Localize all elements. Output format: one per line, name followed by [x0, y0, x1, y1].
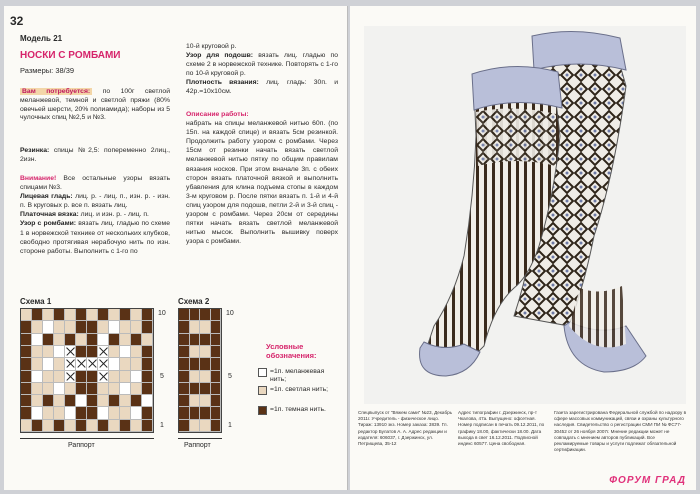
chart-cell	[54, 371, 65, 383]
gauge-text: лиц. гладь: 30п. и 42р.=10х10см.	[186, 79, 339, 96]
chart-cell	[76, 321, 87, 333]
chart-cell	[98, 420, 109, 432]
chart-cell	[211, 407, 222, 419]
chart-cell	[142, 358, 153, 370]
page-number: 32	[10, 14, 24, 28]
chart-cell	[200, 358, 211, 370]
chart-cell	[43, 309, 54, 321]
chart-cell	[179, 334, 190, 346]
chart-cell	[76, 383, 87, 395]
chart-cell	[142, 395, 153, 407]
chart-cell	[87, 407, 98, 419]
rib-label: Резинка:	[20, 147, 50, 154]
legend-text-melange: =1п. меланжевая нить;	[270, 368, 325, 384]
chart-cell	[76, 407, 87, 419]
chart-cell	[120, 309, 131, 321]
chart-cell	[21, 395, 32, 407]
chart-cell	[190, 346, 201, 358]
chart-cell	[65, 383, 76, 395]
chart-cell	[179, 309, 190, 321]
chart-cell	[179, 420, 190, 432]
chart-cell	[65, 407, 76, 419]
chart-cell	[131, 309, 142, 321]
chart-cell	[21, 420, 32, 432]
chart-cell	[120, 358, 131, 370]
chart-cell	[65, 371, 76, 383]
chart-cell	[120, 371, 131, 383]
chart-cell	[211, 346, 222, 358]
chart-cell	[211, 309, 222, 321]
chart-cell	[190, 334, 201, 346]
chart-cell	[54, 407, 65, 419]
chart-cell	[142, 321, 153, 333]
chart-cell	[21, 371, 32, 383]
chart-cell	[211, 420, 222, 432]
chart-cell	[200, 346, 211, 358]
scheme1-grid	[20, 308, 154, 433]
chart-cell	[109, 407, 120, 419]
chart-cell	[98, 407, 109, 419]
chart-cell	[76, 395, 87, 407]
chart-cell	[211, 358, 222, 370]
chart-cell	[32, 420, 43, 432]
socks-illustration	[364, 26, 686, 404]
chart-cell	[190, 395, 201, 407]
diamond-text: вязать лиц. гладью по схеме 1 в норвежской технике от нескольких клубков, свободно протягивая нерабочую нить по изн. стороне работы. Выполнить с 1-го по	[20, 220, 171, 255]
chart-cell	[43, 371, 54, 383]
chart-cell	[211, 395, 222, 407]
chart-cell	[120, 334, 131, 346]
chart-cell	[211, 383, 222, 395]
chart-cell	[131, 407, 142, 419]
sole-label: Узор для подошв:	[186, 52, 254, 60]
chart-cell	[131, 395, 142, 407]
chart-cell	[109, 321, 120, 333]
chart-cell	[211, 334, 222, 346]
chart-cell	[200, 371, 211, 383]
diamond-label: Узор с ромбами:	[20, 220, 77, 228]
chart-cell	[32, 334, 43, 346]
scheme2-row-1: 1	[228, 422, 232, 429]
stockinette-text: лиц. р. - лиц. п., изн. р. - изн. п. В круговых р. все п. вязать лиц.	[20, 193, 170, 210]
info-column-2: Адрес типографии г. Дзержинск, пр-т Чкалова, 47а. Выпущено: офсетная. Номер подписан в печать 09.12.2011, по графику 18.00, фактически 18.00. Дата выхода в свет 16.12.2011. Подписной индекс 60577. Цена свободная.	[458, 410, 545, 446]
chart-cell	[179, 358, 190, 370]
chart-cell	[109, 383, 120, 395]
chart-cell	[131, 334, 142, 346]
chart-cell	[200, 309, 211, 321]
chart-cell	[179, 395, 190, 407]
chart-cell	[21, 358, 32, 370]
chart-cell	[43, 321, 54, 333]
chart-cell	[190, 407, 201, 419]
legend-text-dark: =1п. темная нить.	[270, 406, 326, 413]
garter-text: лиц. и изн. р. - лиц. п.	[80, 211, 149, 219]
chart-cell	[98, 395, 109, 407]
scheme1-repeat-line	[20, 438, 154, 439]
description-label: Описание работы:	[186, 111, 249, 118]
scheme1-row-10: 10	[158, 310, 166, 317]
scheme2-row-10: 10	[226, 310, 234, 317]
chart-cell	[109, 334, 120, 346]
chart-cell	[54, 321, 65, 333]
chart-cell	[200, 334, 211, 346]
chart-cell	[98, 309, 109, 321]
chart-cell	[120, 407, 131, 419]
chart-cell	[65, 420, 76, 432]
scheme1-repeat-label: Раппорт	[68, 442, 95, 449]
chart-cell	[109, 358, 120, 370]
chart-cell	[131, 420, 142, 432]
chart-cell	[65, 334, 76, 346]
page-title: НОСКИ С РОМБАМИ	[20, 50, 121, 61]
instructions-col1	[20, 174, 170, 256]
chart-cell	[131, 371, 142, 383]
chart-cell	[142, 383, 153, 395]
melange-swatch	[258, 368, 267, 377]
scheme2-repeat-label: Раппорт	[184, 442, 211, 449]
legend-text-light: =1п. светлая нить;	[270, 386, 329, 393]
chart-cell	[43, 395, 54, 407]
chart-cell	[87, 309, 98, 321]
chart-cell	[76, 346, 87, 358]
stockinette-label: Лицевая гладь:	[20, 193, 73, 201]
chart-cell	[21, 383, 32, 395]
instructions-col2	[186, 42, 338, 97]
chart-cell	[21, 346, 32, 358]
dark-swatch	[258, 406, 267, 415]
chart-cell	[32, 358, 43, 370]
scheme1-label: Схема 1	[20, 297, 52, 306]
chart-cell	[43, 383, 54, 395]
legend-item-light	[258, 386, 340, 395]
chart-cell	[65, 321, 76, 333]
chart-cell	[54, 383, 65, 395]
chart-cell	[32, 395, 43, 407]
chart-cell	[87, 346, 98, 358]
chart-cell	[32, 321, 43, 333]
chart-cell	[54, 358, 65, 370]
chart-cell	[120, 321, 131, 333]
chart-cell	[179, 383, 190, 395]
chart-cell	[142, 346, 153, 358]
chart-cell	[87, 334, 98, 346]
scheme1-row-1: 1	[160, 422, 164, 429]
chart-cell	[190, 383, 201, 395]
chart-cell	[179, 371, 190, 383]
chart-cell	[98, 334, 109, 346]
chart-cell	[120, 346, 131, 358]
col2-continuation: 10-й круговой р.	[186, 43, 237, 50]
chart-cell	[98, 358, 109, 370]
scheme2-label: Схема 2	[178, 297, 210, 306]
chart-cell	[54, 309, 65, 321]
scheme2-row-5: 5	[228, 373, 232, 380]
chart-cell	[32, 383, 43, 395]
chart-cell	[87, 371, 98, 383]
right-page	[350, 6, 696, 490]
chart-cell	[76, 371, 87, 383]
chart-cell	[65, 346, 76, 358]
chart-cell	[120, 420, 131, 432]
chart-cell	[21, 407, 32, 419]
sizes-text: Размеры: 38/39	[20, 66, 75, 75]
materials-label: Вам потребуется:	[22, 88, 91, 95]
chart-cell	[54, 395, 65, 407]
chart-cell	[131, 321, 142, 333]
chart-cell	[179, 407, 190, 419]
chart-cell	[54, 420, 65, 432]
chart-cell	[142, 371, 153, 383]
socks-photo	[364, 26, 686, 404]
chart-cell	[131, 358, 142, 370]
chart-cell	[200, 407, 211, 419]
chart-cell	[87, 395, 98, 407]
scheme1-row-5: 5	[160, 373, 164, 380]
chart-cell	[65, 309, 76, 321]
chart-cell	[109, 346, 120, 358]
chart-cell	[76, 309, 87, 321]
chart-cell	[120, 395, 131, 407]
chart-cell	[142, 309, 153, 321]
chart-cell	[87, 358, 98, 370]
chart-cell	[109, 371, 120, 383]
chart-cell	[87, 321, 98, 333]
chart-cell	[32, 407, 43, 419]
chart-cell	[190, 321, 201, 333]
chart-cell	[32, 309, 43, 321]
description-block	[186, 110, 338, 246]
chart-cell	[211, 321, 222, 333]
chart-cell	[190, 371, 201, 383]
gauge-label: Плотность вязания:	[186, 79, 259, 87]
rib-block	[20, 146, 170, 164]
chart-cell	[54, 346, 65, 358]
chart-cell	[190, 420, 201, 432]
chart-cell	[131, 383, 142, 395]
model-label: Модель 21	[20, 34, 63, 43]
chart-cell	[200, 395, 211, 407]
chart-cell	[131, 346, 142, 358]
chart-cell	[87, 383, 98, 395]
chart-cell	[109, 420, 120, 432]
chart-cell	[120, 383, 131, 395]
chart-cell	[179, 346, 190, 358]
chart-cell	[43, 420, 54, 432]
chart-cell	[109, 395, 120, 407]
chart-cell	[98, 383, 109, 395]
chart-cell	[32, 346, 43, 358]
legend-title: Условные обозначения:	[266, 342, 317, 360]
materials-text: по 100г светлой меланжевой, темной и светлой пряжи (80% овечьей шерсти, 20% полиамида); наборы из 5 чулочных спиц №2,5 и №3.	[20, 88, 170, 122]
chart-cell	[98, 371, 109, 383]
chart-cell	[54, 334, 65, 346]
chart-cell	[200, 383, 211, 395]
chart-cell	[65, 358, 76, 370]
chart-cell	[109, 309, 120, 321]
sole-text: вязать лиц. гладью по схеме 2 в норвежской технике. Повторять с 1-го по 10-й круговой р.	[186, 52, 339, 78]
left-page	[4, 6, 348, 490]
chart-cell	[21, 309, 32, 321]
legend-item-melange	[258, 368, 340, 385]
chart-cell	[142, 334, 153, 346]
forum-watermark: ФОРУМ ГРАД	[609, 475, 686, 486]
legend-item-dark	[258, 406, 340, 415]
chart-cell	[43, 346, 54, 358]
chart-cell	[211, 371, 222, 383]
chart-cell	[76, 420, 87, 432]
chart-cell	[76, 358, 87, 370]
scheme2-grid	[178, 308, 222, 433]
chart-cell	[65, 395, 76, 407]
light-swatch	[258, 386, 267, 395]
chart-cell	[190, 358, 201, 370]
info-column-1: Спецвыпуск от "Вяжем сами" №23, Декабрь 2011г. Учредитель - физическое лицо. Тираж: 13910 экз. Номер заказа: 3839. Гл. редактор Булатов А. А. Адрес редакции и издателя: 606037, г. Дзержинск, ул. Петрищева, 35-12	[358, 410, 453, 446]
chart-cell	[43, 358, 54, 370]
rib-text: спицы №2,5: попеременно 2лиц., 2изн.	[20, 147, 171, 164]
chart-cell	[21, 321, 32, 333]
chart-cell	[179, 321, 190, 333]
description-text: набрать на спицы меланжевой нитью 60п. (по 15п. на каждой спице) и вязать 5см резинкой. Продолжить работу узором с ромбами. Через 15см от резинки начать вязать светлой меланжевой нитью пятку по общим правилам вязания носков. При этом вначале 3п. с обеих сторон вязать платочной вязкой и выполнить убавления для клина подъема стопы в каждом 3-м круговом р. После пятки вязать п. 1-й и 4-й спиц узором для подошв, петли 2-й и 3-й спиц - узором с ромбами. Через 20см от середины пятки начать вязать светлой меланжевой нитью мысок. Выполнить вышивку поверх узора с ромбами.	[186, 120, 338, 246]
chart-cell	[43, 334, 54, 346]
chart-cell	[98, 346, 109, 358]
chart-cell	[43, 407, 54, 419]
chart-cell	[32, 371, 43, 383]
chart-cell	[190, 309, 201, 321]
chart-cell	[200, 321, 211, 333]
info-column-3: Газета зарегистрирована Федеральной службой по надзору в сфере массовых коммуникаций, связи и охраны культурного наследия. Свидетельство о регистрации СМИ ПИ № ФС77-30452 от 26 ноября 2007г. Мнение редакции может не совпадать с мнением авторов публикаций. Все рекламируемые товары и услуги подлежат обязательной сертификации.	[554, 410, 687, 453]
chart-cell	[87, 420, 98, 432]
chart-cell	[98, 321, 109, 333]
chart-cell	[21, 334, 32, 346]
garter-label: Платочная вязка:	[20, 211, 79, 219]
chart-cell	[142, 420, 153, 432]
attention-text: Все остальные узоры вязать спицами №3.	[20, 175, 170, 192]
chart-cell	[142, 407, 153, 419]
attention-label: Внимание!	[20, 175, 57, 182]
scheme2-repeat-line	[178, 438, 222, 439]
chart-cell	[76, 334, 87, 346]
materials-block	[20, 88, 170, 140]
chart-cell	[200, 420, 211, 432]
